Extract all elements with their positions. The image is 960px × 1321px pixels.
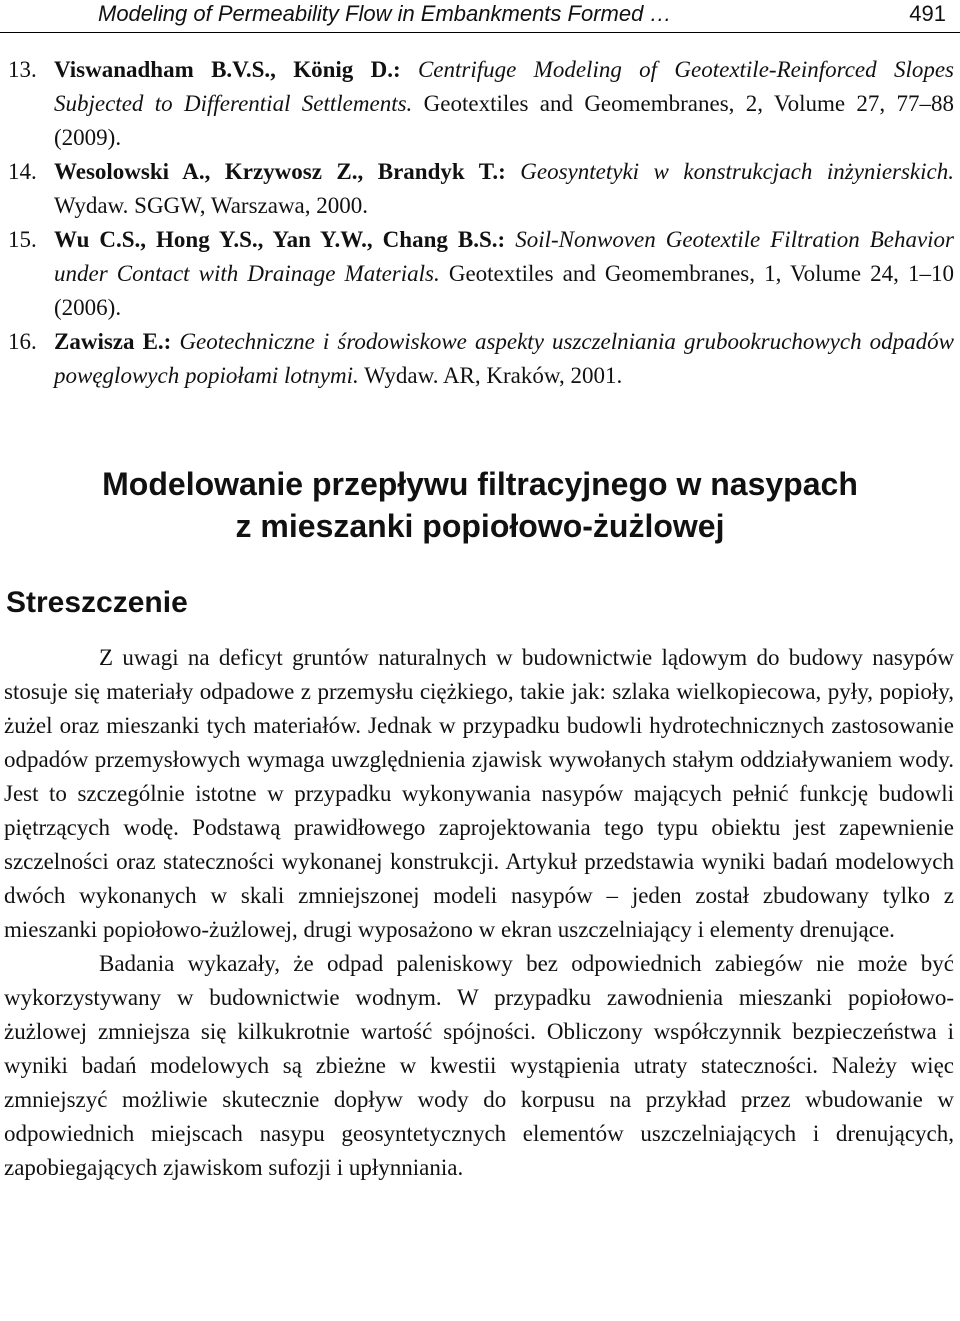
abstract-heading: Streszczenie: [6, 586, 188, 619]
reference-number: 16.: [8, 329, 37, 354]
reference-number: 13.: [8, 57, 37, 82]
reference-source: Wydaw. AR, Kraków, 2001.: [364, 363, 623, 388]
running-header: [0, 0, 960, 33]
reference-source: Wydaw. SGGW, Warszawa, 2000.: [54, 193, 369, 218]
abstract-body: [4, 641, 954, 1185]
paper-title: [0, 463, 960, 547]
reference-authors: Zawisza E.:: [54, 329, 172, 354]
reference-title: Centrifuge Modeling of Geotextile-Reinforced Slopes Subjected to Differential Settlements.: [54, 57, 955, 116]
reference-number: 15.: [8, 227, 37, 252]
reference-title: Soil-Nonwoven Geotextile Filtration Behavior under Contact with Drainage Materials.: [54, 227, 955, 286]
paper-title-line-1: Modelowanie przepływu filtracyjnego w nasypach: [102, 466, 858, 502]
reference-item: [8, 223, 954, 325]
reference-item: [8, 155, 954, 223]
reference-title: Geotechniczne i środowiskowe aspekty uszczelniania grubookruchowych odpadów powęglowych popiołami lotnymi.: [54, 329, 955, 388]
abstract-paragraph: Z uwagi na deficyt gruntów naturalnych w budownictwie lądowym do budowy nasypów stosuje się materiały odpadowe z przemysłu ciężkiego, takie jak: szlaka wielkopiecowa, pyły, popioły, żużel oraz mieszanki tych materiałów. Jednak w przypadku budowli hydrotechnicznych zastosowanie odpadów przemysłowych wymaga uwzględnienia zjawisk wywołanych stałym oddziaływaniem wody. Jest to szczególnie istotne w przypadku wykonywania nasypów mających pełnić funkcję budowli piętrzących wodę. Podstawą prawidłowego zaprojektowania tego typu obiektu jest zapewnienie szczelności oraz stateczności wykonanej konstrukcji. Artykuł przedstawia wyniki badań modelowych dwóch wykonanych w skali zmniejszonej modeli nasypów – jeden został zbudowany tylko z mieszanki popiołowo-żużlowej, drugi wyposażono w ekran uszczelniający i elementy drenujące.: [4, 645, 954, 942]
reference-authors: Wu C.S., Hong Y.S., Yan Y.W., Chang B.S.:: [54, 227, 506, 252]
reference-source: Geotextiles and Geomembranes, 2, Volume 27, 77–88 (2009).: [54, 91, 955, 150]
paper-title-line-2: z mieszanki popiołowo-żużlowej: [235, 508, 725, 544]
reference-item: [8, 53, 954, 155]
page-number: 491: [909, 1, 946, 26]
reference-title: Geosyntetyki w konstrukcjach inżynierskich.: [520, 159, 954, 184]
reference-item: [8, 325, 954, 393]
running-title: Modeling of Permeability Flow in Embankments Formed …: [98, 1, 672, 26]
reference-source: Geotextiles and Geomembranes, 1, Volume 24, 1–10 (2006).: [54, 261, 955, 320]
reference-authors: Wesolowski A., Krzywosz Z., Brandyk T.:: [54, 159, 506, 184]
abstract-paragraph: Badania wykazały, że odpad paleniskowy bez odpowiednich zabiegów nie może być wykorzystywany w budownictwie wodnym. W przypadku zawodnienia mieszanki popiołowo-żużlowej zmniejsza się kilkukrotnie wartość spójności. Obliczony współczynnik bezpieczeństwa i wyniki badań modelowych są zbieżne w kwestii wystąpienia utraty stateczności. Należy więc zmniejszyć możliwie skutecznie dopływ wody do korpusu na przykład przez wbudowanie w odpowiednich miejscach nasypu geosyntetycznych elementów uszczelniających i drenujących, zapobiegających zjawiskom sufozji i upłynniania.: [4, 951, 954, 1180]
reference-number: 14.: [8, 159, 37, 184]
reference-authors: Viswanadham B.V.S., König D.:: [54, 57, 401, 82]
reference-list: [8, 53, 954, 393]
